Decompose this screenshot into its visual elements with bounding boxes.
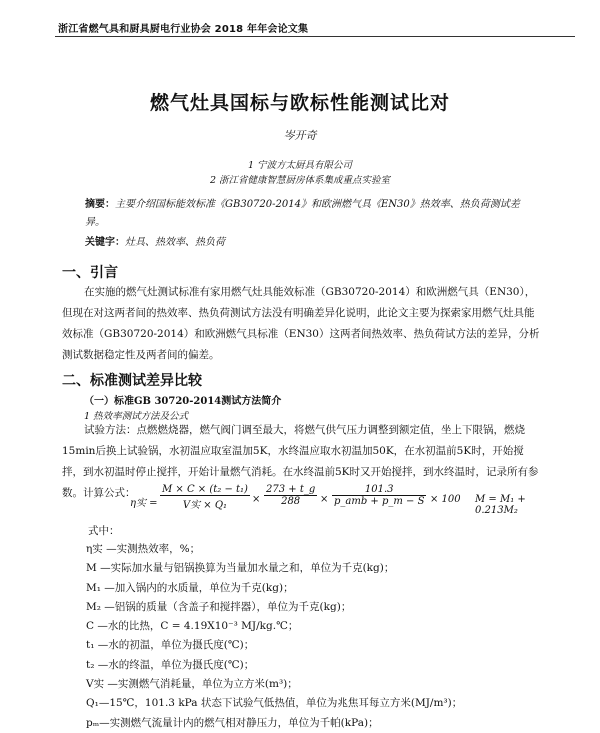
- where-label: 式中：: [88, 525, 120, 537]
- author: 岑开奇: [283, 129, 317, 142]
- abstract: [85, 196, 530, 232]
- running-head: 浙江省燃气具和厨具厨电行业协会 2018 年年会论文集: [58, 24, 309, 35]
- variable-item: t₂ —水的终温，单位为摄氏度(℃)；: [86, 658, 255, 671]
- keywords: [85, 233, 530, 248]
- abstract-label: 摘要：: [85, 199, 115, 210]
- keywords-label: 关键字：: [85, 237, 125, 248]
- intro-paragraph: 在实施的燃气灶测试标准有家用燃气灶具能效标准（GB30720-2014）和欧洲燃气具（EN30），但现在对这两者间的热效率、热负荷测试方法没有明确差异化说明，此论文主要为探索家用燃气灶具能效标准（GB30720-2014）和欧洲燃气具标准（EN30）这两者间热效率、热负荷试方法的差异，分析测试数据稳定性及两者间的偏差。: [62, 286, 540, 361]
- subsubsection-heading: 1 热效率测试方法及公式: [84, 411, 189, 422]
- variable-item: M₂ —铝锅的质量（含盖子和搅拌器），单位为千克(kg)；: [86, 600, 352, 613]
- affiliation-1: 1 宁波方太厨具有限公司: [247, 160, 353, 171]
- variable-item: M₁ —加入锅内的水质量，单位为千克(kg)；: [86, 581, 294, 594]
- paper-title: 燃气灶具国标与欧标性能测试比对: [149, 92, 450, 114]
- formula-lhs: η实 =: [130, 498, 158, 509]
- formula-fraction-2: [264, 484, 317, 507]
- keywords-text: 灶具、热效率、热负荷: [125, 237, 225, 248]
- section-heading-intro: 一、引言: [62, 265, 118, 281]
- formula-f2-denominator: 288: [264, 495, 317, 507]
- formula-tail: × 100: [430, 494, 461, 505]
- section-heading-differences: 二、标准测试差异比较: [62, 373, 202, 389]
- variable-item: pₘ—实测燃气流量计内的燃气相对静压力，单位为千帕(kPa)；: [86, 716, 379, 729]
- header-rule: [55, 36, 575, 37]
- formula-m-expression: M = M₁ + 0.213M₂: [475, 494, 526, 516]
- formula-fraction-1: [160, 484, 250, 511]
- formula-times-2: ×: [320, 494, 329, 505]
- variable-item: V实 —实测燃气消耗量，单位为立方米(m³)；: [86, 678, 298, 691]
- formula-f1-denominator: V实 × Q₁: [160, 495, 250, 511]
- formula-times-1: ×: [252, 494, 261, 505]
- formula-f2-numerator: 273 + t_g: [266, 484, 316, 495]
- abstract-text: 主要介绍国标能效标准《GB30720-2014》和欧洲燃气具《EN30》热效率、热负荷测试差异。: [85, 199, 520, 228]
- affiliation-2: 2 浙江省健康智慧厨房体系集成重点实验室: [209, 175, 391, 186]
- variable-item: t₁ —水的初温，单位为摄氏度(℃)；: [86, 639, 255, 652]
- variable-definitions: [86, 540, 566, 733]
- variable-item: M —实际加水量与铝锅换算为当量加水量之和，单位为千克(kg)；: [86, 562, 395, 575]
- method-paragraph: 试验方法：点燃燃烧器，燃气阀门调至最大，将燃气供气压力调整到额定值，坐上下限锅，燃烧15min后换上试验锅，水初温应取室温加5K，水终温应取水初温加50K，在水初温前5K时，开始搅拌，到水初温时停止搅拌，开始计量燃气消耗。在水终温前5K时又开始搅拌，到水终温时，记录所有参数。计算公式：: [62, 424, 539, 499]
- formula-f3-numerator: 101.3: [364, 484, 394, 495]
- formula-f1-numerator: M × C × (t₂ − t₁): [162, 484, 248, 495]
- variable-item: Q₁—15℃，101.3 kPa 状态下试验气低热值，单位为兆焦耳每立方米(MJ/m³)；: [86, 697, 463, 710]
- subsection-heading: （一）标准GB 30720-2014测试方法简介: [84, 396, 282, 407]
- variable-item: C —水的比热，C = 4.19X10⁻³ MJ/kg.℃；: [86, 620, 299, 633]
- formula-fraction-3: [332, 484, 426, 507]
- formula-f3-denominator: p_amb + p_m − S: [334, 496, 425, 507]
- efficiency-formula: [130, 484, 570, 518]
- variable-item: η实 —实测热效率，%；: [86, 543, 201, 555]
